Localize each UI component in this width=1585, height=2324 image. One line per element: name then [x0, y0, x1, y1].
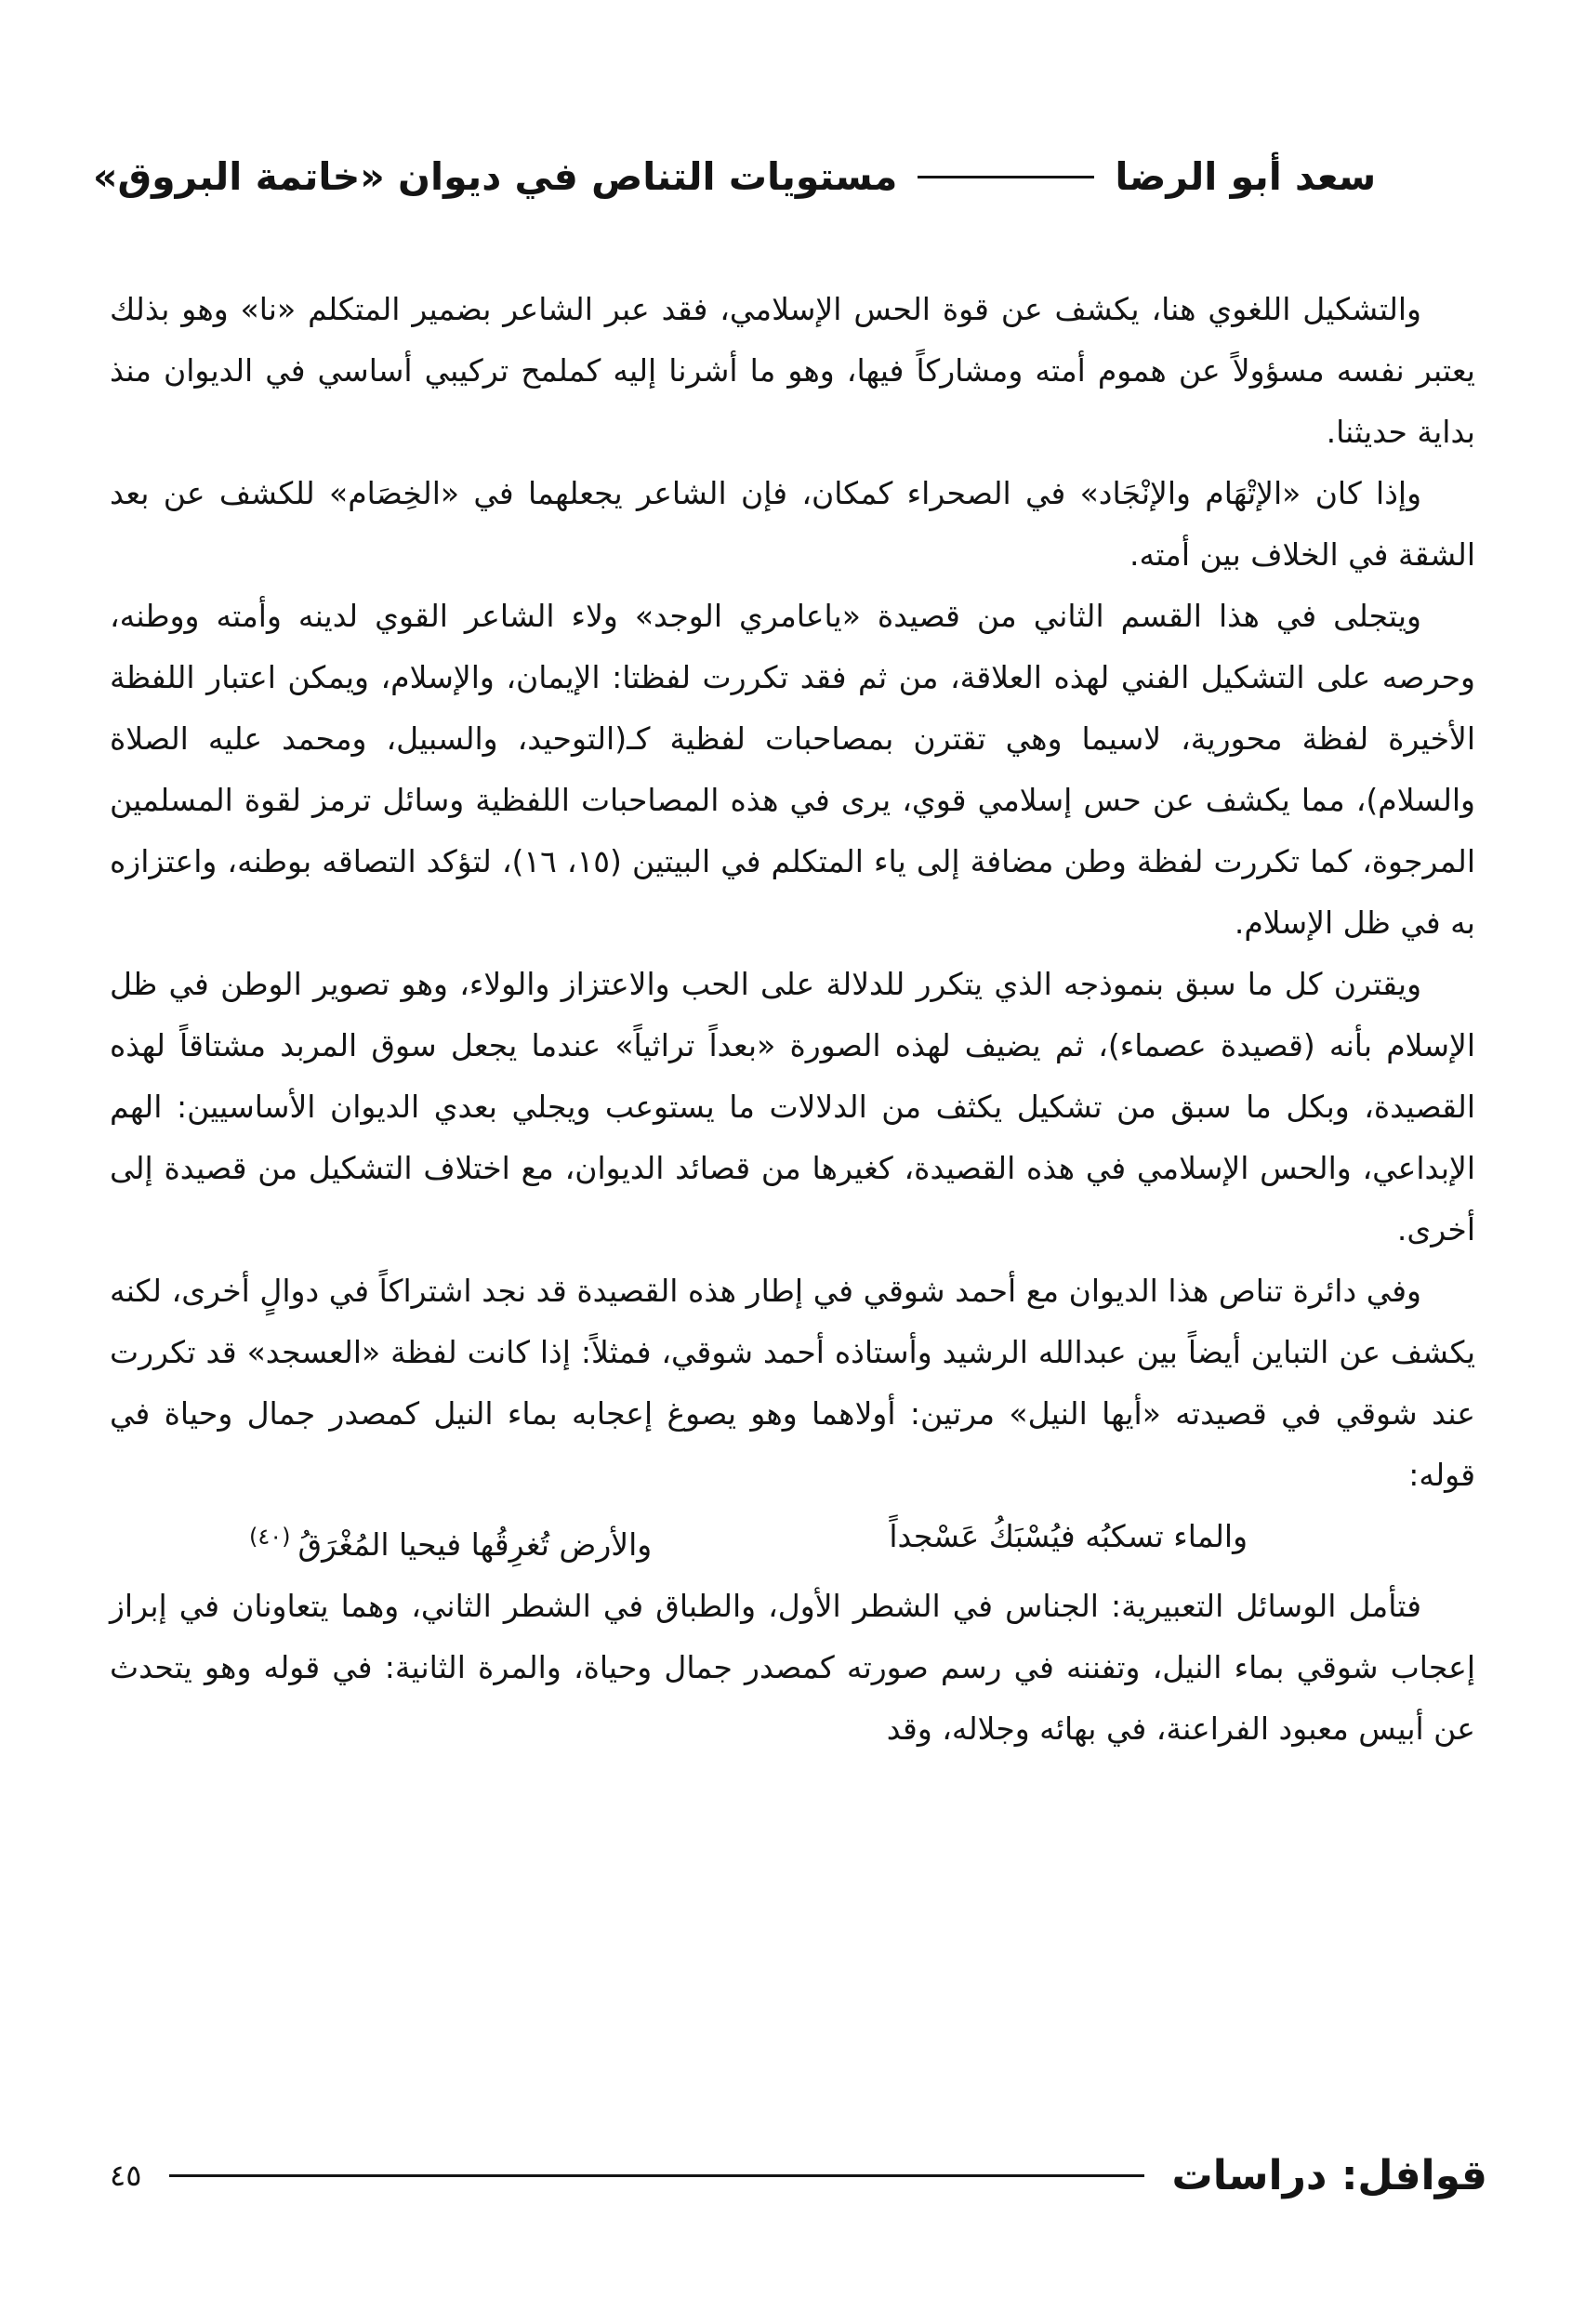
journal-name: قوافل: دراسات — [1171, 2151, 1487, 2199]
running-header — [93, 139, 1492, 214]
paragraph: والتشكيل اللغوي هنا، يكشف عن قوة الحس الإسلامي، فقد عبر الشاعر بضمير المتكلم «نا» وهو بذلك يعتبر نفسه مسؤولاً عن هموم أمته ومشاركاً فيها، وهو ما أشرنا إليه كملمح تركيبي أساسي في الديوان منذ بداية حديثنا. — [110, 291, 1475, 450]
paragraph: وإذا كان «الإتْهَام والإنْجَاد» في الصحراء كمكان، فإن الشاعر يجعلهما في «الخِصَام» للكشف عن بعد الشقة في الخلاف بين أمته. — [110, 475, 1475, 573]
paragraph: فتأمل الوسائل التعبيرية: الجناس في الشطر الأول، والطباق في الشطر الثاني، وهما يتعاونان في إبراز إعجاب شوقي بماء النيل، وتفننه في رسم صورته كمصدر جمال وحياة، والمرة الثانية: في قوله وهو يتحدث عن أبيس معبود الفراعنة، في بهائه وجلاله، وقد — [110, 1588, 1475, 1747]
verse-second-hemistich — [249, 1506, 652, 1576]
running-footer — [110, 2138, 1487, 2212]
footer-rule — [169, 2174, 1143, 2177]
paragraph: وفي دائرة تناص هذا الديوان مع أحمد شوقي في إطار هذه القصيدة قد نجد اشتراكاً في دوالٍ أخرى، لكنه يكشف عن التباين أيضاً بين عبدالله الرشيد وأستاذه أحمد شوقي، فمثلاً: إذا كانت لفظة «العسجد» قد تكررت عند شوقي في قصيدته «أيها النيل» مرتين: أولاهما وهو يصوغ إعجابه بماء النيل كمصدر جمال وحياة في قوله: — [110, 1273, 1475, 1493]
paragraph: ويتجلى في هذا القسم الثاني من قصيدة «ياعامري الوجد» ولاء الشاعر القوي لدينه وأمته ووطنه، وحرصه على التشكيل الفني لهذه العلاقة، من ثم فقد تكررت لفظتا: الإيمان، والإسلام، ويمكن اعتبار اللفظة الأخيرة لفظة محورية، لاسيما وهي تقترن بمصاحبات لفظية كـ(التوحيد، والسبيل، ومحمد عليه الصلاة والسلام)، مما يكشف عن حس إسلامي قوي، يرى في هذه المصاحبات اللفظية وسائل ترمز لقوة المسلمين المرجوة، كما تكررت لفظة وطن مضافة إلى ياء المتكلم في البيتين (١٥، ١٦)، لتؤكد التصاقه بوطنه، واعتزازه به في ظل الإسلام. — [110, 598, 1475, 941]
poetry-verse — [110, 1506, 1475, 1576]
footnote-reference: (٤٠) — [249, 1524, 291, 1550]
article-title: مستويات التناص في ديوان «خاتمة البروق» — [93, 154, 898, 199]
paragraph: ويقترن كل ما سبق بنموذجه الذي يتكرر للدلالة على الحب والاعتزاز والولاء، وهو تصوير الوطن في ظل الإسلام بأنه (قصيدة عصماء)، ثم يضيف لهذه الصورة «بعداً تراثياً» عندما يجعل سوق المربد مشتاقاً لهذه القصيدة، وبكل ما سبق من تشكيل يكثف من الدلالات ما يستوعب ويجلي بعدي الديوان الأساسيين: الهم الإبداعي، والحس الإسلامي في هذه القصيدة، كغيرها من قصائد الديوان، مع اختلاف التشكيل من قصيدة إلى أخرى. — [110, 966, 1475, 1248]
article-body — [110, 279, 1475, 1760]
page-number: ٤٥ — [110, 2158, 142, 2193]
verse-second-hemistich-text: والأرض تُغرِقُها فيحيا المُغْرَقُ — [297, 1526, 653, 1563]
article-author: سعد أبو الرضا — [1115, 154, 1377, 199]
verse-first-hemistich: والماء تسكبُه فيُسْبَكُ عَسْجداً — [889, 1518, 1248, 1554]
header-rule — [918, 176, 1094, 178]
